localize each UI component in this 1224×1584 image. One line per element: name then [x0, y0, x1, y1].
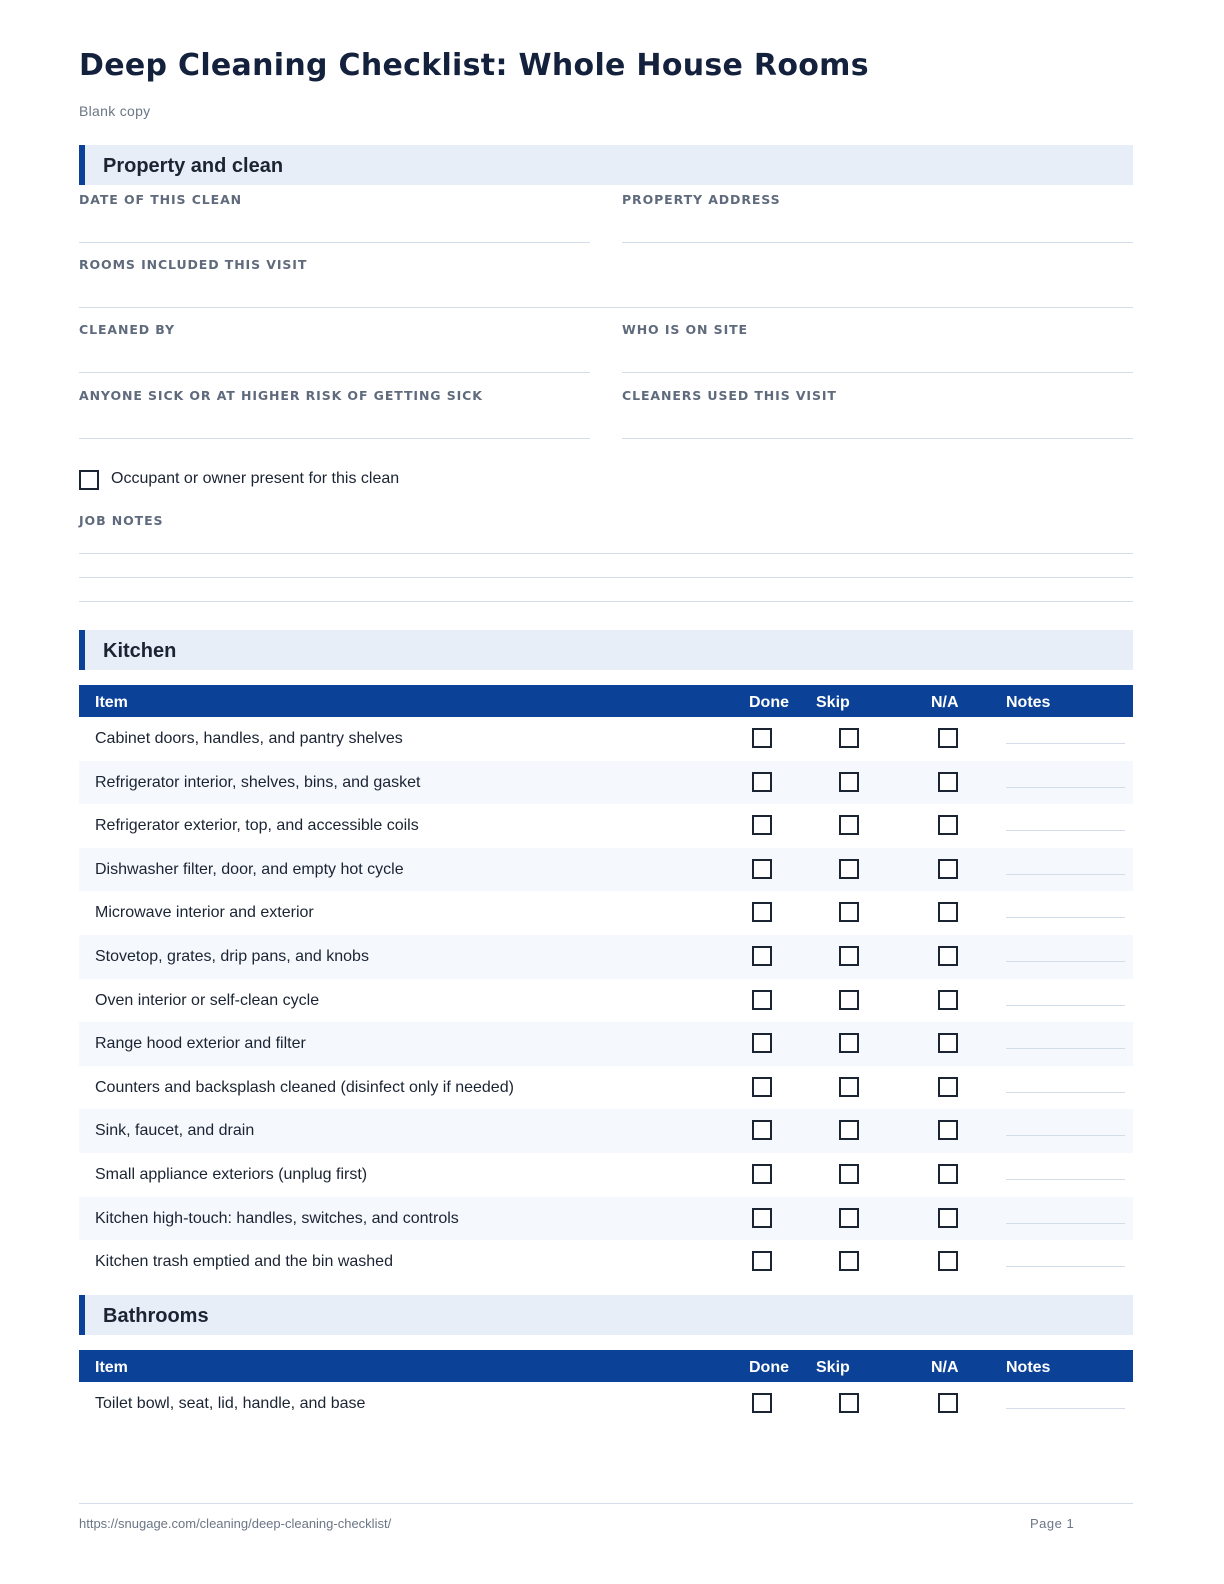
notes-field[interactable]	[1006, 1266, 1125, 1267]
bathrooms-table	[79, 1350, 1133, 1426]
skip-checkbox[interactable]	[839, 728, 859, 748]
na-checkbox[interactable]	[938, 772, 958, 792]
field-label: ANYONE SICK OR AT HIGHER RISK OF GETTING SICK	[79, 388, 483, 403]
present-checkbox[interactable]	[79, 470, 99, 490]
header-skip: Skip	[816, 1359, 850, 1376]
job-notes-line[interactable]	[79, 601, 1133, 602]
done-checkbox[interactable]	[752, 1120, 772, 1140]
table-header	[79, 1350, 1133, 1382]
page-title: Deep Cleaning Checklist: Whole House Rooms	[79, 48, 869, 83]
section-title: Bathrooms	[103, 1305, 209, 1327]
notes-field[interactable]	[1006, 1179, 1125, 1180]
done-checkbox[interactable]	[752, 990, 772, 1010]
document-page	[79, 0, 1133, 1584]
done-checkbox[interactable]	[752, 1164, 772, 1184]
section-title: Kitchen	[103, 640, 177, 662]
notes-field[interactable]	[1006, 830, 1125, 831]
table-row	[79, 804, 1133, 848]
skip-checkbox[interactable]	[839, 772, 859, 792]
skip-checkbox[interactable]	[839, 1033, 859, 1053]
notes-field[interactable]	[1006, 1005, 1125, 1006]
na-checkbox[interactable]	[938, 1120, 958, 1140]
skip-checkbox[interactable]	[839, 1251, 859, 1271]
header-notes: Notes	[1006, 694, 1051, 711]
skip-checkbox[interactable]	[839, 815, 859, 835]
notes-field[interactable]	[1006, 874, 1125, 875]
field-label: CLEANED BY	[79, 322, 175, 337]
item-label: Refrigerator interior, shelves, bins, and gasket	[95, 773, 421, 791]
item-label: Refrigerator exterior, top, and accessible coils	[95, 817, 419, 835]
rooms-field[interactable]	[79, 257, 1133, 308]
done-checkbox[interactable]	[752, 1393, 772, 1413]
section-header-property	[79, 145, 1133, 185]
job-notes-label: JOB NOTES	[79, 513, 164, 528]
header-item: Item	[95, 1359, 128, 1376]
section-header-bathrooms	[79, 1295, 1133, 1335]
na-checkbox[interactable]	[938, 1393, 958, 1413]
field-label: ROOMS INCLUDED THIS VISIT	[79, 257, 308, 272]
present-checkbox-label: Occupant or owner present for this clean	[111, 470, 400, 487]
header-skip: Skip	[816, 694, 850, 711]
skip-checkbox[interactable]	[839, 1208, 859, 1228]
na-checkbox[interactable]	[938, 859, 958, 879]
section-title: Property and clean	[103, 155, 284, 177]
section-header-kitchen	[79, 630, 1133, 670]
na-checkbox[interactable]	[938, 902, 958, 922]
notes-field[interactable]	[1006, 917, 1125, 918]
sick-field[interactable]	[79, 388, 590, 439]
table-row	[79, 935, 1133, 979]
na-checkbox[interactable]	[938, 990, 958, 1010]
item-label: Small appliance exteriors (unplug first)	[95, 1165, 368, 1183]
na-checkbox[interactable]	[938, 1251, 958, 1271]
date-field[interactable]	[79, 192, 590, 243]
skip-checkbox[interactable]	[839, 1077, 859, 1097]
done-checkbox[interactable]	[752, 815, 772, 835]
table-row	[79, 1066, 1133, 1110]
job-notes-line[interactable]	[79, 577, 1133, 578]
done-checkbox[interactable]	[752, 946, 772, 966]
na-checkbox[interactable]	[938, 1077, 958, 1097]
table-row	[79, 717, 1133, 761]
done-checkbox[interactable]	[752, 772, 772, 792]
table-row	[79, 979, 1133, 1023]
done-checkbox[interactable]	[752, 1208, 772, 1228]
notes-field[interactable]	[1006, 1048, 1125, 1049]
table-row	[79, 1240, 1133, 1284]
table-header	[79, 685, 1133, 717]
address-field[interactable]	[622, 192, 1133, 243]
na-checkbox[interactable]	[938, 728, 958, 748]
header-na: N/A	[931, 1359, 959, 1376]
table-row	[79, 1197, 1133, 1241]
field-label: PROPERTY ADDRESS	[622, 192, 781, 207]
header-na: N/A	[931, 694, 959, 711]
table-row	[79, 1109, 1133, 1153]
done-checkbox[interactable]	[752, 728, 772, 748]
table-row	[79, 1153, 1133, 1197]
skip-checkbox[interactable]	[839, 946, 859, 966]
skip-checkbox[interactable]	[839, 1393, 859, 1413]
skip-checkbox[interactable]	[839, 1164, 859, 1184]
table-row	[79, 761, 1133, 805]
item-label: Microwave interior and exterior	[95, 904, 314, 922]
header-notes: Notes	[1006, 1359, 1051, 1376]
cleaned-by-field[interactable]	[79, 322, 590, 373]
na-checkbox[interactable]	[938, 946, 958, 966]
notes-field[interactable]	[1006, 1408, 1125, 1409]
table-row	[79, 891, 1133, 935]
done-checkbox[interactable]	[752, 1251, 772, 1271]
skip-checkbox[interactable]	[839, 902, 859, 922]
na-checkbox[interactable]	[938, 1208, 958, 1228]
field-label: DATE OF THIS CLEAN	[79, 192, 243, 207]
item-label: Stovetop, grates, drip pans, and knobs	[95, 947, 369, 965]
cleaners-field[interactable]	[622, 388, 1133, 439]
table-row	[79, 1382, 1133, 1426]
on-site-field[interactable]	[622, 322, 1133, 373]
item-label: Cabinet doors, handles, and pantry shelves	[95, 730, 403, 747]
header-done: Done	[749, 694, 789, 711]
done-checkbox[interactable]	[752, 1077, 772, 1097]
skip-checkbox[interactable]	[839, 1120, 859, 1140]
item-label: Toilet bowl, seat, lid, handle, and base	[95, 1395, 366, 1412]
table-row	[79, 848, 1133, 892]
notes-field[interactable]	[1006, 743, 1125, 744]
skip-checkbox[interactable]	[839, 990, 859, 1010]
notes-field[interactable]	[1006, 1135, 1125, 1136]
item-label: Range hood exterior and filter	[95, 1035, 306, 1053]
field-label: CLEANERS USED THIS VISIT	[622, 388, 837, 403]
notes-field[interactable]	[1006, 787, 1125, 788]
kitchen-rows	[79, 717, 1133, 1284]
footer-url: https://snugage.com/cleaning/deep-cleaning-checklist/	[79, 1516, 392, 1531]
job-notes-line[interactable]	[79, 553, 1133, 554]
item-label: Counters and backsplash cleaned (disinfect only if needed)	[95, 1078, 514, 1096]
na-checkbox[interactable]	[938, 1164, 958, 1184]
notes-field[interactable]	[1006, 961, 1125, 962]
na-checkbox[interactable]	[938, 815, 958, 835]
kitchen-table	[79, 685, 1133, 1284]
footer-divider	[79, 1503, 1133, 1504]
notes-field[interactable]	[1006, 1092, 1125, 1093]
header-done: Done	[749, 1359, 789, 1376]
item-label: Sink, faucet, and drain	[95, 1122, 255, 1140]
notes-field[interactable]	[1006, 1223, 1125, 1224]
bathrooms-rows	[79, 1382, 1133, 1426]
na-checkbox[interactable]	[938, 1033, 958, 1053]
done-checkbox[interactable]	[752, 902, 772, 922]
item-label: Oven interior or self-clean cycle	[95, 991, 320, 1009]
done-checkbox[interactable]	[752, 1033, 772, 1053]
field-label: WHO IS ON SITE	[622, 322, 748, 337]
page-number: Page 1	[1030, 1516, 1075, 1531]
header-item: Item	[95, 694, 128, 711]
done-checkbox[interactable]	[752, 859, 772, 879]
item-label: Dishwasher filter, door, and empty hot cycle	[95, 860, 404, 878]
skip-checkbox[interactable]	[839, 859, 859, 879]
item-label: Kitchen trash emptied and the bin washed	[95, 1253, 393, 1271]
page-subtitle: Blank copy	[79, 103, 151, 119]
table-row	[79, 1022, 1133, 1066]
item-label: Kitchen high-touch: handles, switches, and controls	[95, 1209, 459, 1227]
